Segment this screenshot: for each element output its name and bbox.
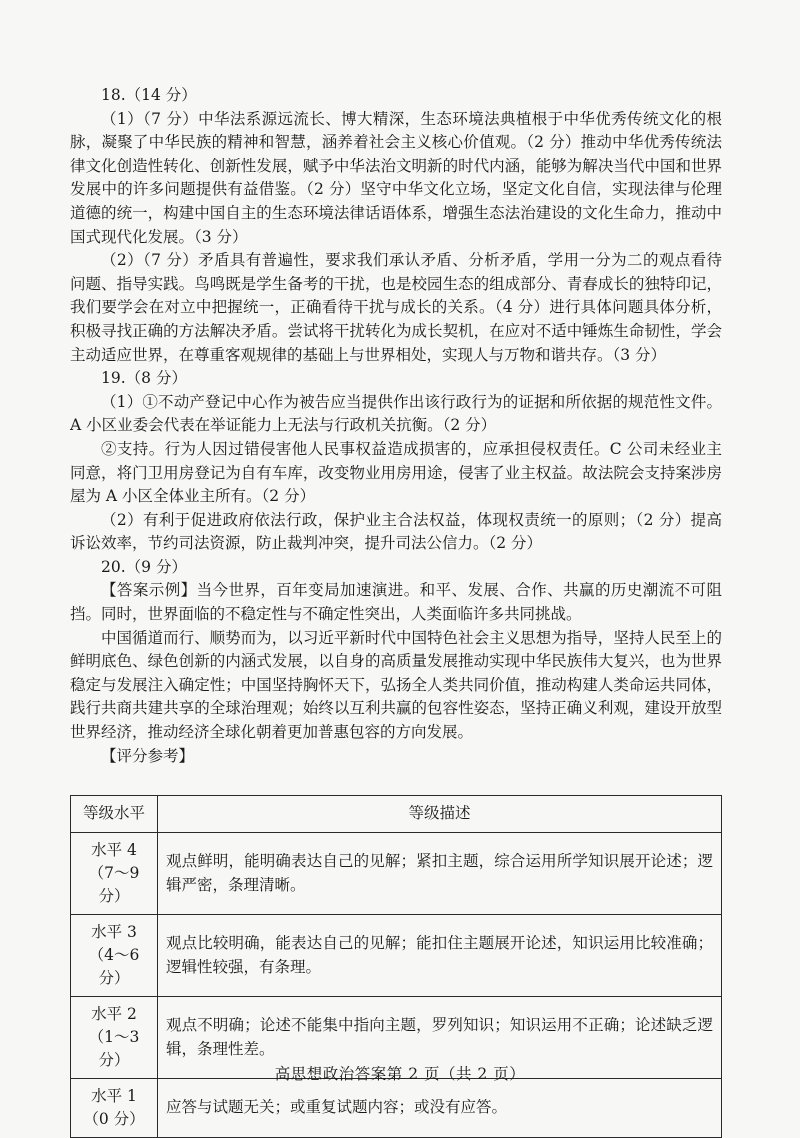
q18-heading: 18.（14 分） (101, 86, 197, 104)
q19-part1: （1）①不动产登记中心作为被告应当提供作出该行政行为的证据和所依据的规范性文件。A 小区业委会代表在举证能力上无法与行政机关抗衡。（2 分） (70, 392, 722, 435)
level-description: 观点不明确；论述不能集中指向主题，罗列知识；知识运用不正确；论述缺乏逻辑，条理性差。 (158, 997, 722, 1079)
page-footer: 高思想政治答案第 2 页（共 2 页） (274, 1065, 526, 1083)
header-description: 等级描述 (158, 796, 722, 833)
q20-example: 【答案示例】当今世界，百年变局加速演进。和平、发展、合作、共赢的历史潮流不可阻挡。同时，世界面临的不稳定性与不确定性突出，人类面临许多共同挑战。 (70, 581, 722, 624)
q19-part2: （2）有利于促进政府依法行政，保护业主合法权益，体现权责统一的原则；（2 分）提高诉讼效率，节约司法资源，防止裁判冲突，提升司法公信力。（2 分） (70, 510, 722, 553)
table-header-row (71, 796, 722, 833)
q20-body: 中国循道而行、顺势而为，以习近平新时代中国特色社会主义思想为指导，坚持人民至上的鲜明底色、绿色创新的内涵式发展，以自身的高质量发展推动实现中华民族伟大复兴，也为世界稳定与发展注入确定性；中国坚持胸怀天下，弘扬全人类共同价值，推动构建人类命运共同体，践行共商共建共享的全球治理观；始终以互利共赢的包容性姿态，坚持正确义利观，建设开放型世界经济，推动经济全球化朝着更加普惠包容的方向发展。 (70, 628, 722, 742)
level-cell (71, 915, 158, 997)
level-name: 水平 2 (91, 1005, 137, 1023)
q18-part1: （1）（7 分）中华法系源远流长、博大精深，生态环境法典植根于中华优秀传统文化的根脉，凝聚了中华民族的精神和智慧，涵养着社会主义核心价值观。（2 分）推动中华优秀传统法律文化创造性转化、创新性发展，赋予中华法治文明新的时代内涵，能够为解决当代中国和世界发展中的许多问题提供有益借鉴。（2 分）坚守中华文化立场，坚定文化自信，实现法律与伦理道德的统一，构建中国自主的生态环境法律话语体系，增强生态法治建设的文化生命力，推动中国式现代化发展。（3 分） (70, 109, 722, 246)
table-row (71, 833, 722, 915)
level-range: （4～6 分） (88, 946, 140, 987)
level-name: 水平 1 (91, 1087, 137, 1105)
level-name: 水平 4 (91, 841, 137, 859)
level-cell (71, 833, 158, 915)
answer-content (70, 84, 722, 768)
level-range: （0 分） (83, 1110, 145, 1128)
q20-heading: 20.（9 分） (101, 557, 187, 576)
scoring-reference-title: 【评分参考】 (101, 746, 195, 765)
q18-part2: （2）（7 分）矛盾具有普遍性，要求我们承认矛盾、分析矛盾，学用一分为二的观点看待问题、指导实践。鸟鸣既是学生备考的干扰，也是校园生态的组成部分、青春成长的独特印记，我们要学会在对立中把握统一，正确看待干扰与成长的关系。（4 分）进行具体问题具体分析，积极寻找正确的方法解决矛盾。尝试将干扰转化为成长契机，在应对不适中锤炼生命韧性，学会主动适应世界，在尊重客观规律的基础上与世界相处，实现人与万物和谐共存。（3 分） (70, 251, 722, 364)
q19-heading: 19.（8 分） (101, 369, 187, 388)
table-row (71, 1079, 722, 1138)
header-level: 等级水平 (71, 796, 158, 833)
level-name: 水平 3 (91, 923, 137, 941)
level-range: （7～9 分） (88, 864, 140, 905)
level-description: 观点鲜明，能明确表达自己的见解；紧扣主题，综合运用所学知识展开论述；逻辑严密，条理清晰。 (158, 833, 722, 915)
table-row (71, 915, 722, 997)
level-description: 应答与试题无关；或重复试题内容；或没有应答。 (158, 1079, 722, 1138)
grading-table (70, 795, 722, 1138)
level-range: （1～3 分） (88, 1028, 140, 1069)
q19-part1-item2: ②支持。行为人因过错侵害他人民事权益造成损害的，应承担侵权责任。C 公司未经业主同意，将门卫用房登记为自有车库，改变物业用房用途，侵害了业主权益。故法院会支持案涉房屋为 A 小区全体业主所有。（2 分） (70, 439, 722, 506)
level-cell (71, 1079, 158, 1138)
level-description: 观点比较明确，能表达自己的见解；能扣住主题展开论述，知识运用比较准确；逻辑性较强，有条理。 (158, 915, 722, 997)
